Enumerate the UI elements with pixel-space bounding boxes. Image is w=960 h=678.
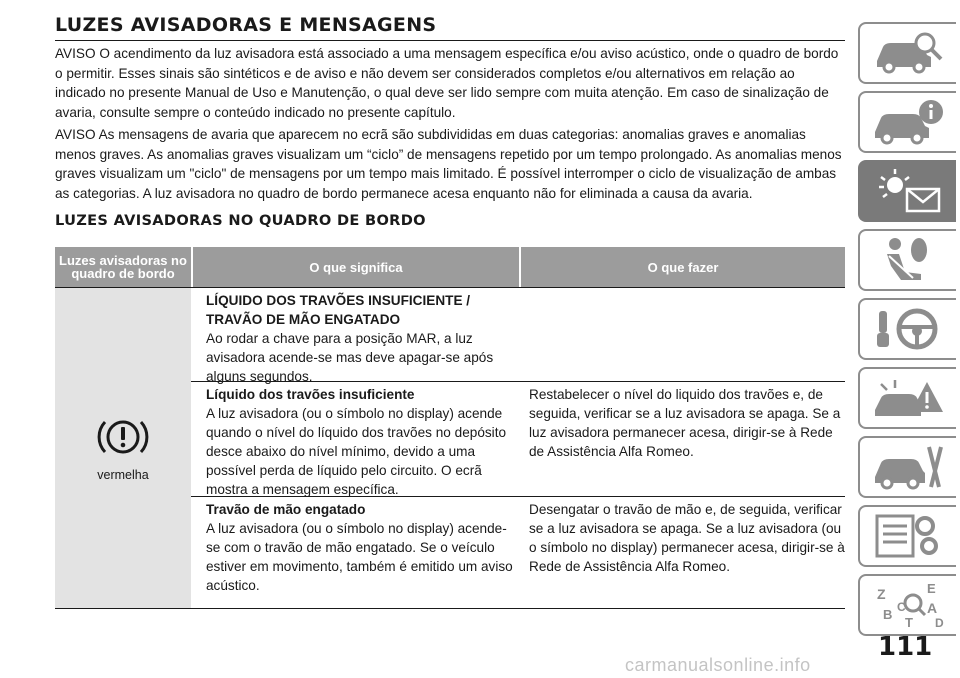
table-rows <box>191 288 845 609</box>
tab-car-info[interactable] <box>858 91 956 153</box>
tab-warning-lights[interactable] <box>858 160 956 222</box>
warning-light-cell <box>55 288 191 609</box>
svg-text:E: E <box>927 581 936 596</box>
table-row <box>191 497 845 609</box>
tab-driving[interactable] <box>858 298 956 360</box>
tab-emergency[interactable] <box>858 367 956 429</box>
warning-paragraph-1: AVISO O acendimento da luz avisadora está associado a uma mensagem específica e/ou aviso acústico, onde o quadro de bordo o permitir. Esses sinais são sintéticos e de aviso e não devem ser considerados completos e/ou alternativos em relação ao indicado no presente Manual de Uso e Manutenção, o qual deve ser lido sempre com muita atenção. Em caso de sinalização de avaria, consulte sempre o conteúdo indicado no presente capítulo. <box>55 46 839 120</box>
meaning-cell <box>191 288 519 384</box>
meaning-cell <box>191 497 519 608</box>
tab-technical-data[interactable] <box>858 505 956 567</box>
meaning-cell <box>191 382 519 496</box>
svg-text:B: B <box>883 607 893 622</box>
table-row <box>191 288 845 382</box>
tab-safety[interactable] <box>858 229 956 291</box>
technical-data-icon <box>869 510 947 562</box>
airbag-seat-icon <box>869 234 947 286</box>
car-search-icon <box>869 27 947 79</box>
car-maintenance-icon <box>869 441 947 493</box>
brake-warning-icon <box>95 414 151 460</box>
row-action: Restabelecer o nível do liquido dos travões e, de seguida, verificar se a luz avisadora se apaga. Se a luz avisadora permanecer acesa, dirigir-se à Rede de Assistência Alfa Romeo. <box>529 387 841 459</box>
chapter-sidebar <box>858 22 956 643</box>
row-title: Travão de mão engatado <box>206 502 366 517</box>
car-emergency-icon <box>869 372 947 424</box>
tab-car-search[interactable] <box>858 22 956 84</box>
action-cell <box>519 382 845 496</box>
page-number: 111 <box>878 632 933 662</box>
tab-maintenance[interactable] <box>858 436 956 498</box>
svg-text:T: T <box>905 615 913 630</box>
row-title: LÍQUIDO DOS TRAVÕES INSUFICIENTE / TRAVÃO DE MÃO ENGATADO <box>206 293 471 327</box>
key-steering-wheel-icon <box>869 303 947 355</box>
watermark: carmanualsonline.info <box>625 655 811 675</box>
action-cell <box>519 497 845 608</box>
page-title: LUZES AVISADORAS E MENSAGENS <box>55 14 845 41</box>
svg-text:D: D <box>935 616 944 630</box>
header-warning-lights: Luzes avisadoras no quadro de bordo <box>55 247 191 287</box>
warning-light-message-icon <box>869 165 947 217</box>
row-meaning: Ao rodar a chave para a posição MAR, a luz avisadora acende-se mas deve apagar-se após alguns segundos. <box>206 331 494 384</box>
header-meaning: O que significa <box>193 247 519 287</box>
warning-light-color-label: vermelha <box>97 468 149 482</box>
row-meaning: A luz avisadora (ou o símbolo no display) acende-se com o travão de mão engatado. Se o veículo estiver em movimento, também é emitido um aviso acústico. <box>206 521 513 593</box>
index-letters-icon <box>869 579 947 631</box>
table-row <box>191 382 845 497</box>
car-info-icon <box>869 96 947 148</box>
warning-lights-table <box>55 247 845 609</box>
svg-text:A: A <box>927 600 938 616</box>
svg-text:Z: Z <box>877 586 886 602</box>
svg-text:C: C <box>897 600 906 614</box>
table-body <box>55 287 845 609</box>
warning-paragraph-2: AVISO As mensagens de avaria que aparecem no ecrã são subdivididas em duas categorias: anomalias graves e anomalias menos graves. As anomalias graves visualizam um “ciclo” de mensagens repetido por um tempo prolongado. As anomalias menos graves visualizam um "ciclo" de mensagens por um tempo mais limitado. É possível interromper o ciclo de visualização de ambas as categorias. A luz avisadora no quadro de bordo permanece acesa enquanto não for eliminada a causa da avaria. <box>55 127 842 201</box>
section-subtitle: LUZES AVISADORAS NO QUADRO DE BORDO <box>55 212 426 229</box>
tab-index[interactable] <box>858 574 956 636</box>
row-action: Desengatar o travão de mão e, de seguida, verificar se a luz avisadora se apaga. Se a luz avisadora (ou o símbolo no display) permanecer acesa, dirigir-se à Rede de Assistência Alfa Romeo. <box>529 502 845 574</box>
table-header <box>55 247 845 287</box>
action-cell <box>519 288 845 381</box>
row-meaning: A luz avisadora (ou o símbolo no display) acende quando o nível do líquido dos travões no depósito desce abaixo do nível mínimo, devido a uma possível perda de líquido pelo circuito. O ecrã mostra a mensagem específica. <box>206 406 507 497</box>
header-action: O que fazer <box>521 247 845 287</box>
row-title: Líquido dos travões insuficiente <box>206 387 415 402</box>
